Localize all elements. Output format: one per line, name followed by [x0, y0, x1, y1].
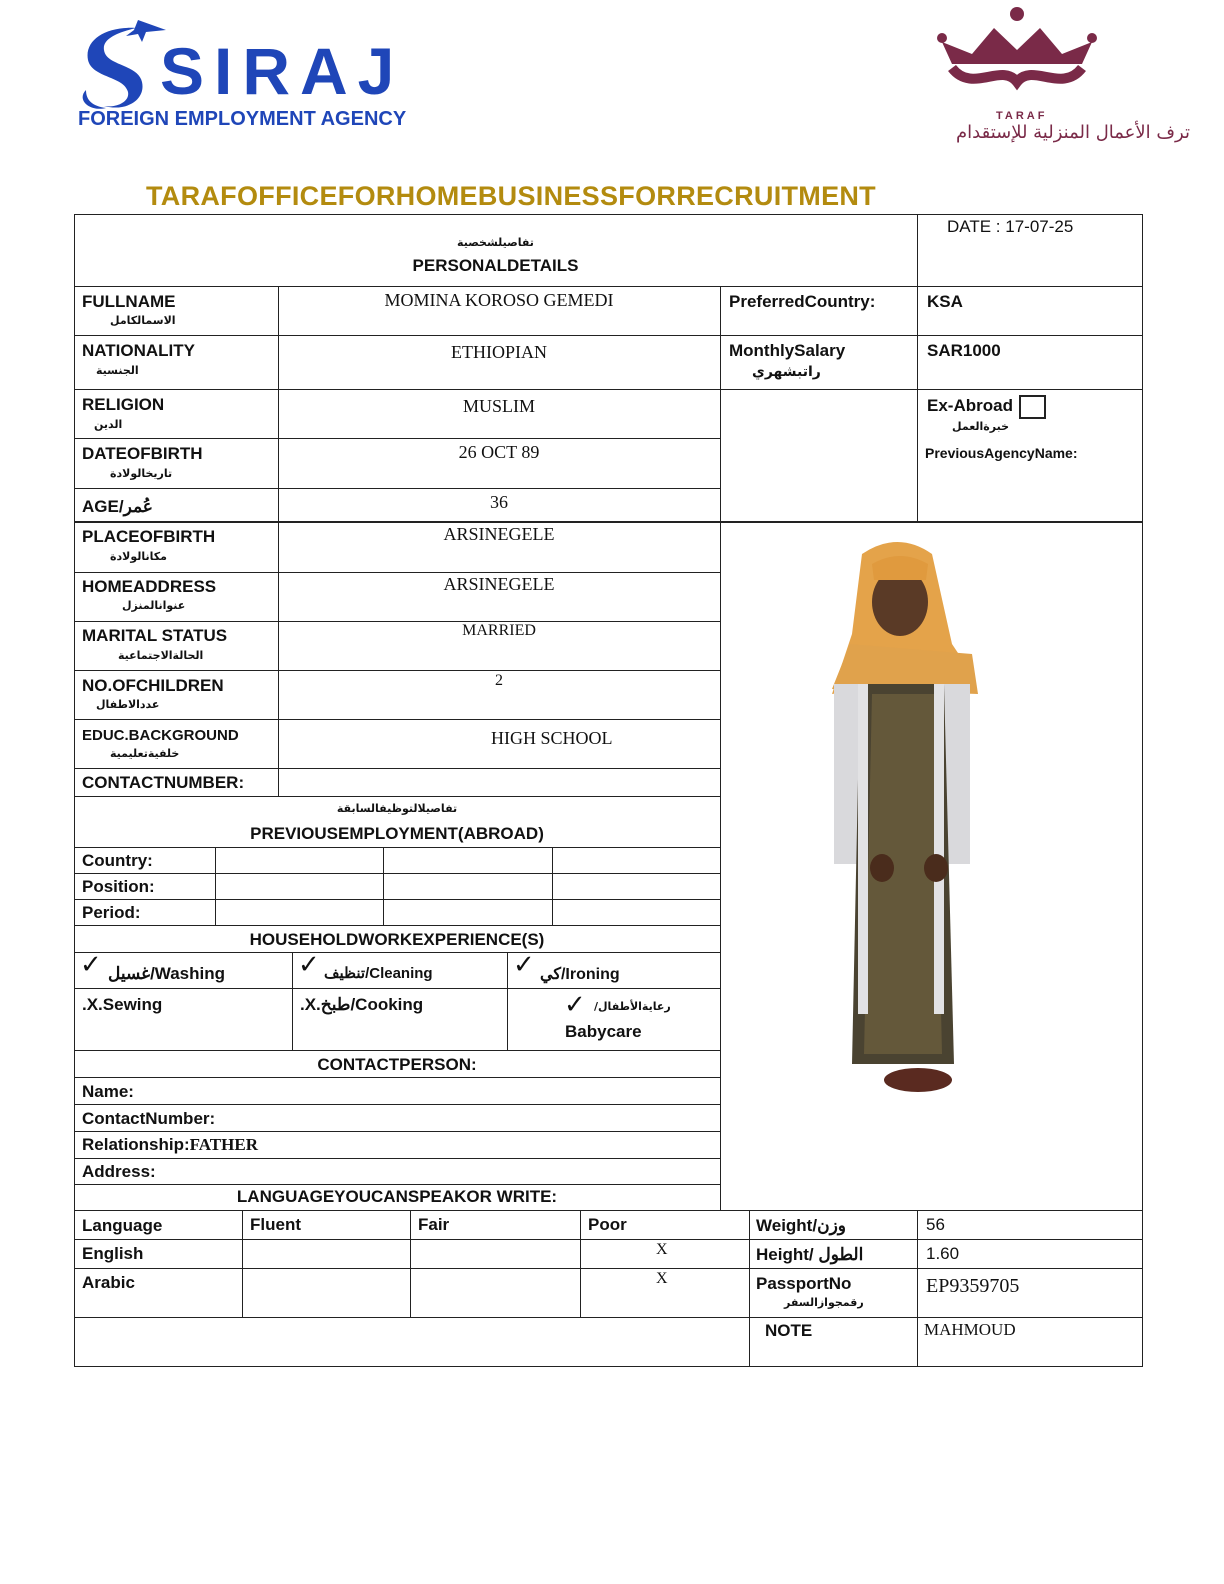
passport-arabic: رقمجوازالسفر — [784, 1296, 864, 1309]
religion-label: RELIGION — [82, 395, 165, 414]
religion-arabic: الدين — [94, 418, 123, 431]
babycare-check-icon: ✓ — [564, 990, 586, 1020]
ex-abroad-label: Ex-Abroad — [927, 396, 1013, 415]
monthly-salary-value: SAR1000 — [927, 341, 1001, 360]
home-address-value: ARSINEGELE — [443, 574, 555, 594]
ex-abroad-checkbox[interactable] — [1019, 395, 1046, 419]
cleaning-check-icon: ✓ — [298, 950, 320, 980]
ironing-label: كي/Ironing — [540, 966, 620, 983]
taraf-logo — [830, 0, 1200, 150]
contact-number-label: CONTACTNUMBER: — [82, 773, 245, 792]
education-arabic: خلفيةتعليمية — [110, 747, 180, 760]
fullname-label: FULLNAME — [82, 292, 176, 311]
home-address-label: HOMEADDRESS — [82, 577, 217, 596]
col-fluent: Fluent — [250, 1215, 301, 1234]
children-arabic: عددالاطفال — [96, 698, 160, 711]
height-value: 1.60 — [926, 1244, 960, 1263]
home-address-arabic: عنوانالمنزل — [122, 599, 186, 612]
siraj-tagline: FOREIGN EMPLOYMENT AGENCY — [78, 108, 407, 130]
cleaning-label: تنظيف/Cleaning — [324, 965, 433, 982]
household-heading: HOUSEHOLDWORKEXPERIENCE(S) — [249, 930, 545, 949]
person-figure-icon — [722, 524, 1141, 1208]
date-field: DATE : 17-07-25 — [947, 217, 1074, 236]
english-label: English — [82, 1244, 144, 1263]
height-label: Height/ الطول — [756, 1245, 864, 1264]
arabic-poor-mark: X — [656, 1270, 668, 1287]
weight-label: Weight/وزن — [756, 1216, 846, 1235]
marital-status-arabic: الحالةالاجتماعية — [118, 649, 204, 662]
col-language: Language — [82, 1216, 163, 1235]
relationship-label: Relationship: — [82, 1135, 190, 1154]
siraj-emblem-icon — [76, 20, 166, 110]
note-value: MAHMOUD — [924, 1320, 1016, 1339]
ironing-check-icon: ✓ — [513, 950, 535, 980]
passport-label: PassportNo — [756, 1274, 852, 1293]
fullname-value: MOMINA KOROSO GEMEDI — [384, 290, 614, 310]
personal-details-heading: PERSONALDETAILS — [412, 256, 579, 275]
monthly-salary-arabic: راتبشهري — [752, 364, 821, 380]
children-label: NO.OFCHILDREN — [82, 676, 224, 695]
page-title: TARAFOFFICEFORHOMEBUSINESSFORRECRUITMENT — [146, 181, 876, 211]
arabic-label: Arabic — [82, 1273, 135, 1292]
previous-employment-heading: PREVIOUSEMPLOYMENT(ABROAD) — [250, 824, 544, 843]
contact-number-person-label: ContactNumber: — [82, 1109, 216, 1128]
pob-arabic: مكانالولادة — [110, 550, 167, 563]
dob-label: DATEOFBIRTH — [82, 444, 203, 463]
candidate-photo — [722, 524, 1141, 1208]
education-label: EDUC.BACKGROUND — [82, 727, 239, 744]
siraj-wordmark: SIRAJ — [160, 34, 405, 108]
passport-value: EP9359705 — [926, 1275, 1020, 1297]
contact-address-label: Address: — [82, 1162, 156, 1181]
education-value: HIGH SCHOOL — [491, 728, 613, 748]
preferred-country-label: PreferredCountry: — [729, 292, 876, 311]
washing-label: غسيل/Washing — [108, 964, 225, 983]
dob-arabic: تاريخالولادة — [110, 467, 173, 480]
ex-abroad-arabic: خبرةالعمل — [952, 420, 1010, 433]
fullname-arabic: الاسمالكامل — [110, 314, 176, 327]
nationality-label: NATIONALITY — [82, 341, 196, 360]
dob-value: 26 OCT 89 — [458, 442, 540, 462]
contact-person-heading: CONTACTPERSON: — [317, 1055, 477, 1074]
previous-employment-arabic: تفاصيلالتوظيفالسابقة — [336, 802, 458, 815]
age-value: 36 — [490, 492, 508, 512]
marital-status-value: MARRIED — [462, 622, 536, 639]
col-fair: Fair — [418, 1215, 450, 1234]
sewing-label: .X.Sewing — [82, 995, 163, 1014]
cooking-label: .X.طبخ/Cooking — [300, 995, 424, 1014]
taraf-arabic-name: ترف الأعمال المنزلية للإستقدام — [956, 122, 1190, 143]
nationality-value: ETHIOPIAN — [451, 342, 547, 362]
religion-value: MUSLIM — [462, 396, 535, 416]
previous-agency-label: PreviousAgencyName: — [925, 445, 1078, 461]
marital-status-label: MARITAL STATUS — [82, 626, 228, 645]
prev-country-label: Country: — [82, 851, 153, 870]
pob-label: PLACEOFBIRTH — [82, 527, 216, 546]
english-poor-mark: X — [656, 1241, 668, 1258]
weight-value: 56 — [926, 1215, 945, 1234]
col-poor: Poor — [588, 1215, 627, 1234]
contact-name-label: Name: — [82, 1082, 134, 1101]
prev-position-label: Position: — [82, 877, 155, 896]
relationship-row — [82, 1135, 258, 1155]
personal-details-arabic: تفاصيلشخصية — [457, 236, 534, 249]
babycare-arabic: رعايةالأطفال/ — [594, 1000, 671, 1013]
babycare-label: Babycare — [565, 1022, 642, 1041]
crown-icon — [932, 2, 1102, 92]
siraj-logo — [76, 6, 416, 134]
washing-check-icon: ✓ — [80, 950, 102, 980]
preferred-country-value: KSA — [927, 292, 963, 311]
relationship-value: FATHER — [189, 1135, 258, 1154]
children-value: 2 — [495, 672, 503, 689]
pob-value: ARSINEGELE — [443, 524, 555, 544]
languages-heading: LANGUAGEYOUCANSPEAKOR WRITE: — [236, 1187, 558, 1206]
monthly-salary-label: MonthlySalary — [729, 341, 846, 360]
note-label: NOTE — [765, 1321, 813, 1340]
prev-period-label: Period: — [82, 903, 141, 922]
nationality-arabic: الجنسية — [96, 364, 139, 377]
age-label: AGE/عُمر — [82, 497, 153, 516]
taraf-wordmark: TARAF — [996, 110, 1048, 122]
